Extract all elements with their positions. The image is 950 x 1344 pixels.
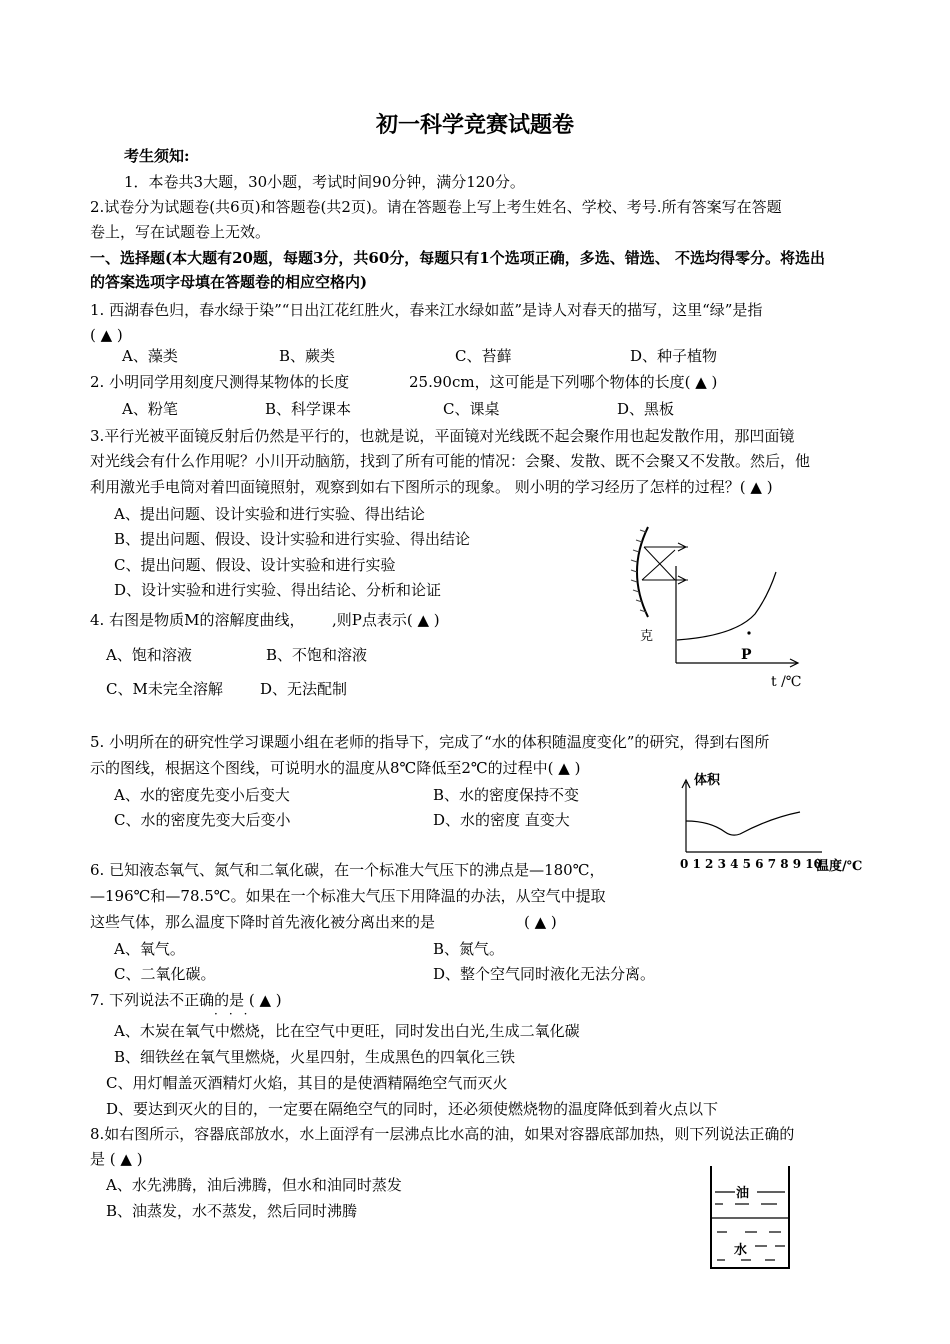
q1-option-b: B、蕨类 <box>279 347 336 365</box>
q3-option-c: C、提出问题、假设、设计实验和进行实验 <box>114 556 396 574</box>
q6-stem-2: —196℃和—78.5℃。如果在一个标准大气压下用降温的办法，从空气中提取 <box>90 887 606 905</box>
q6-stem-1: 6. 已知液态氧气、氮气和二氧化碳，在一个标准大气压下的沸点是—180℃， <box>90 861 605 879</box>
notice-item-1: 1．本卷共3大题，30小题，考试时间90分钟，满分120分。 <box>124 173 525 191</box>
solubility-curve-figure <box>630 566 810 696</box>
q6-option-b: B、氮气。 <box>433 940 505 958</box>
water-volume-figure <box>670 766 875 878</box>
section-heading: 一、选择题(本大题有20题，每题3分，共60分，每题只有1个选项正确，多选、错选、 不选均得零分。将选出 <box>90 249 825 267</box>
q4-option-d: D、无法配制 <box>260 680 348 698</box>
q2-stem-cont: 25.90cm，这可能是下列哪个物体的长度( ▲ ) <box>409 373 718 391</box>
section-heading-cont: 的答案选项字母填在答题卷的相应空格内) <box>90 273 368 291</box>
q5-option-c: C、水的密度先变大后变小 <box>114 811 291 829</box>
q4-option-c: C、M未完全溶解 <box>106 680 223 698</box>
q7-stem: 7. 下列说法不正确的是 ( ▲ ) <box>90 991 282 1009</box>
oil-water-container-figure <box>705 1166 795 1272</box>
q4-option-b: B、不饱和溶液 <box>266 646 368 664</box>
q4-fig-xlabel: t /℃ <box>771 674 802 690</box>
q5-option-d: D、水的密度 直变大 <box>433 811 570 829</box>
q4-fig-point-label: P <box>741 647 752 663</box>
q1-answer-slot: ( ▲ ) <box>90 326 123 344</box>
q8-fig-oil-label: 油 <box>736 1186 750 1201</box>
q4-stem-cont: ,则P点表示( ▲ ) <box>332 611 440 629</box>
notice-item-2-cont: 卷上，写在试题卷上无效。 <box>90 223 271 241</box>
q7-option-b: B、细铁丝在氧气里燃烧，火星四射，生成黑色的四氧化三铁 <box>114 1048 516 1066</box>
q8-stem-1: 8.如右图所示，容器底部放水，水上面浮有一层沸点比水高的油，如果对容器底部加热，则下列说法正确的 <box>90 1125 795 1143</box>
q5-stem-2: 示的图线，根据这个图线，可说明水的温度从8℃降低至2℃的过程中( ▲ ) <box>90 759 581 777</box>
q6-option-c: C、二氧化碳。 <box>114 965 216 983</box>
q4-option-a: A、饱和溶液 <box>106 646 192 664</box>
q3-option-a: A、提出问题、设计实验和进行实验、得出结论 <box>114 505 425 523</box>
q2-option-d: D、黑板 <box>617 400 675 418</box>
q7-emphasis-dots: ··· <box>214 1007 259 1021</box>
q6-option-d: D、整个空气同时液化无法分离。 <box>433 965 656 983</box>
q6-stem-3: 这些气体，那么温度下降时首先液化被分离出来的是 <box>90 913 436 931</box>
q2-stem: 2. 小明同学用刻度尺测得某物体的长度 <box>90 373 350 391</box>
q1-stem: 1. 西湖春色归，春水绿于染”“日出江花红胜火，春来江水绿如蓝”是诗人对春天的描写，这里“绿”是指 <box>90 301 763 319</box>
q3-stem-2: 对光线会有什么作用呢？小川开动脑筋，找到了所有可能的情况：会聚、发散、既不会聚又不发散。然后，他 <box>90 452 811 470</box>
q2-option-a: A、粉笔 <box>122 400 178 418</box>
q5-fig-ticks: 0 1 2 3 4 5 6 7 8 9 10 <box>680 857 822 871</box>
q7-option-d: D、要达到灭火的目的，一定要在隔绝空气的同时，还必须使燃烧物的温度降低到着火点以下 <box>106 1100 719 1118</box>
q3-stem-3: 利用激光手电筒对着凹面镜照射，观察到如右下图所示的现象。 则小明的学习经历了怎样的过程？( ▲ ) <box>90 478 773 496</box>
q7-option-c: C、用灯帽盖灭酒精灯火焰，其目的是使酒精隔绝空气而灭火 <box>106 1074 508 1092</box>
q6-answer-slot: ( ▲ ) <box>524 913 557 931</box>
q4-stem: 4. 右图是物质M的溶解度曲线， <box>90 611 305 629</box>
q8-fig-water-label: 水 <box>734 1243 748 1258</box>
notice-heading: 考生须知: <box>124 147 190 165</box>
q2-option-c: C、课桌 <box>443 400 500 418</box>
q8-option-a: A、水先沸腾，油后沸腾，但水和油同时蒸发 <box>106 1176 402 1194</box>
page-title: 初一科学竞赛试题卷 <box>375 112 574 138</box>
q8-option-b: B、油蒸发，水不蒸发，然后同时沸腾 <box>106 1202 358 1220</box>
q3-stem-1: 3.平行光被平面镜反射后仍然是平行的，也就是说，平面镜对光线既不起会聚作用也起发散作用，那凹面镜 <box>90 427 795 445</box>
q8-stem-2: 是 ( ▲ ) <box>90 1150 143 1168</box>
notice-item-2: 2.试卷分为试题卷(共6页)和答题卷(共2页)。请在答题卷上写上考生姓名、学校、考号.所有答案写在答题 <box>90 198 782 216</box>
q5-fig-xlabel: 温度/℃ <box>816 859 863 874</box>
q2-option-b: B、科学课本 <box>265 400 352 418</box>
q1-option-a: A、藻类 <box>122 347 178 365</box>
q7-option-a: A、木炭在氧气中燃烧，比在空气中更旺，同时发出白光,生成二氧化碳 <box>114 1022 580 1040</box>
q3-option-b: B、提出问题、假设、设计实验和进行实验、得出结论 <box>114 530 471 548</box>
q5-fig-ylabel: 体积 <box>694 773 721 788</box>
q1-option-d: D、种子植物 <box>630 347 718 365</box>
q5-stem-1: 5. 小明所在的研究性学习课题小组在老师的指导下，完成了“水的体积随温度变化”的研究，得到右图所 <box>90 733 770 751</box>
q3-option-d: D、设计实验和进行实验、得出结论、分析和论证 <box>114 581 442 599</box>
q1-option-c: C、苔藓 <box>455 347 512 365</box>
q5-option-b: B、水的密度保持不变 <box>433 786 580 804</box>
q4-fig-ylabel: 克 <box>640 629 654 644</box>
q5-option-a: A、水的密度先变小后变大 <box>114 786 290 804</box>
q6-option-a: A、氧气。 <box>114 940 185 958</box>
